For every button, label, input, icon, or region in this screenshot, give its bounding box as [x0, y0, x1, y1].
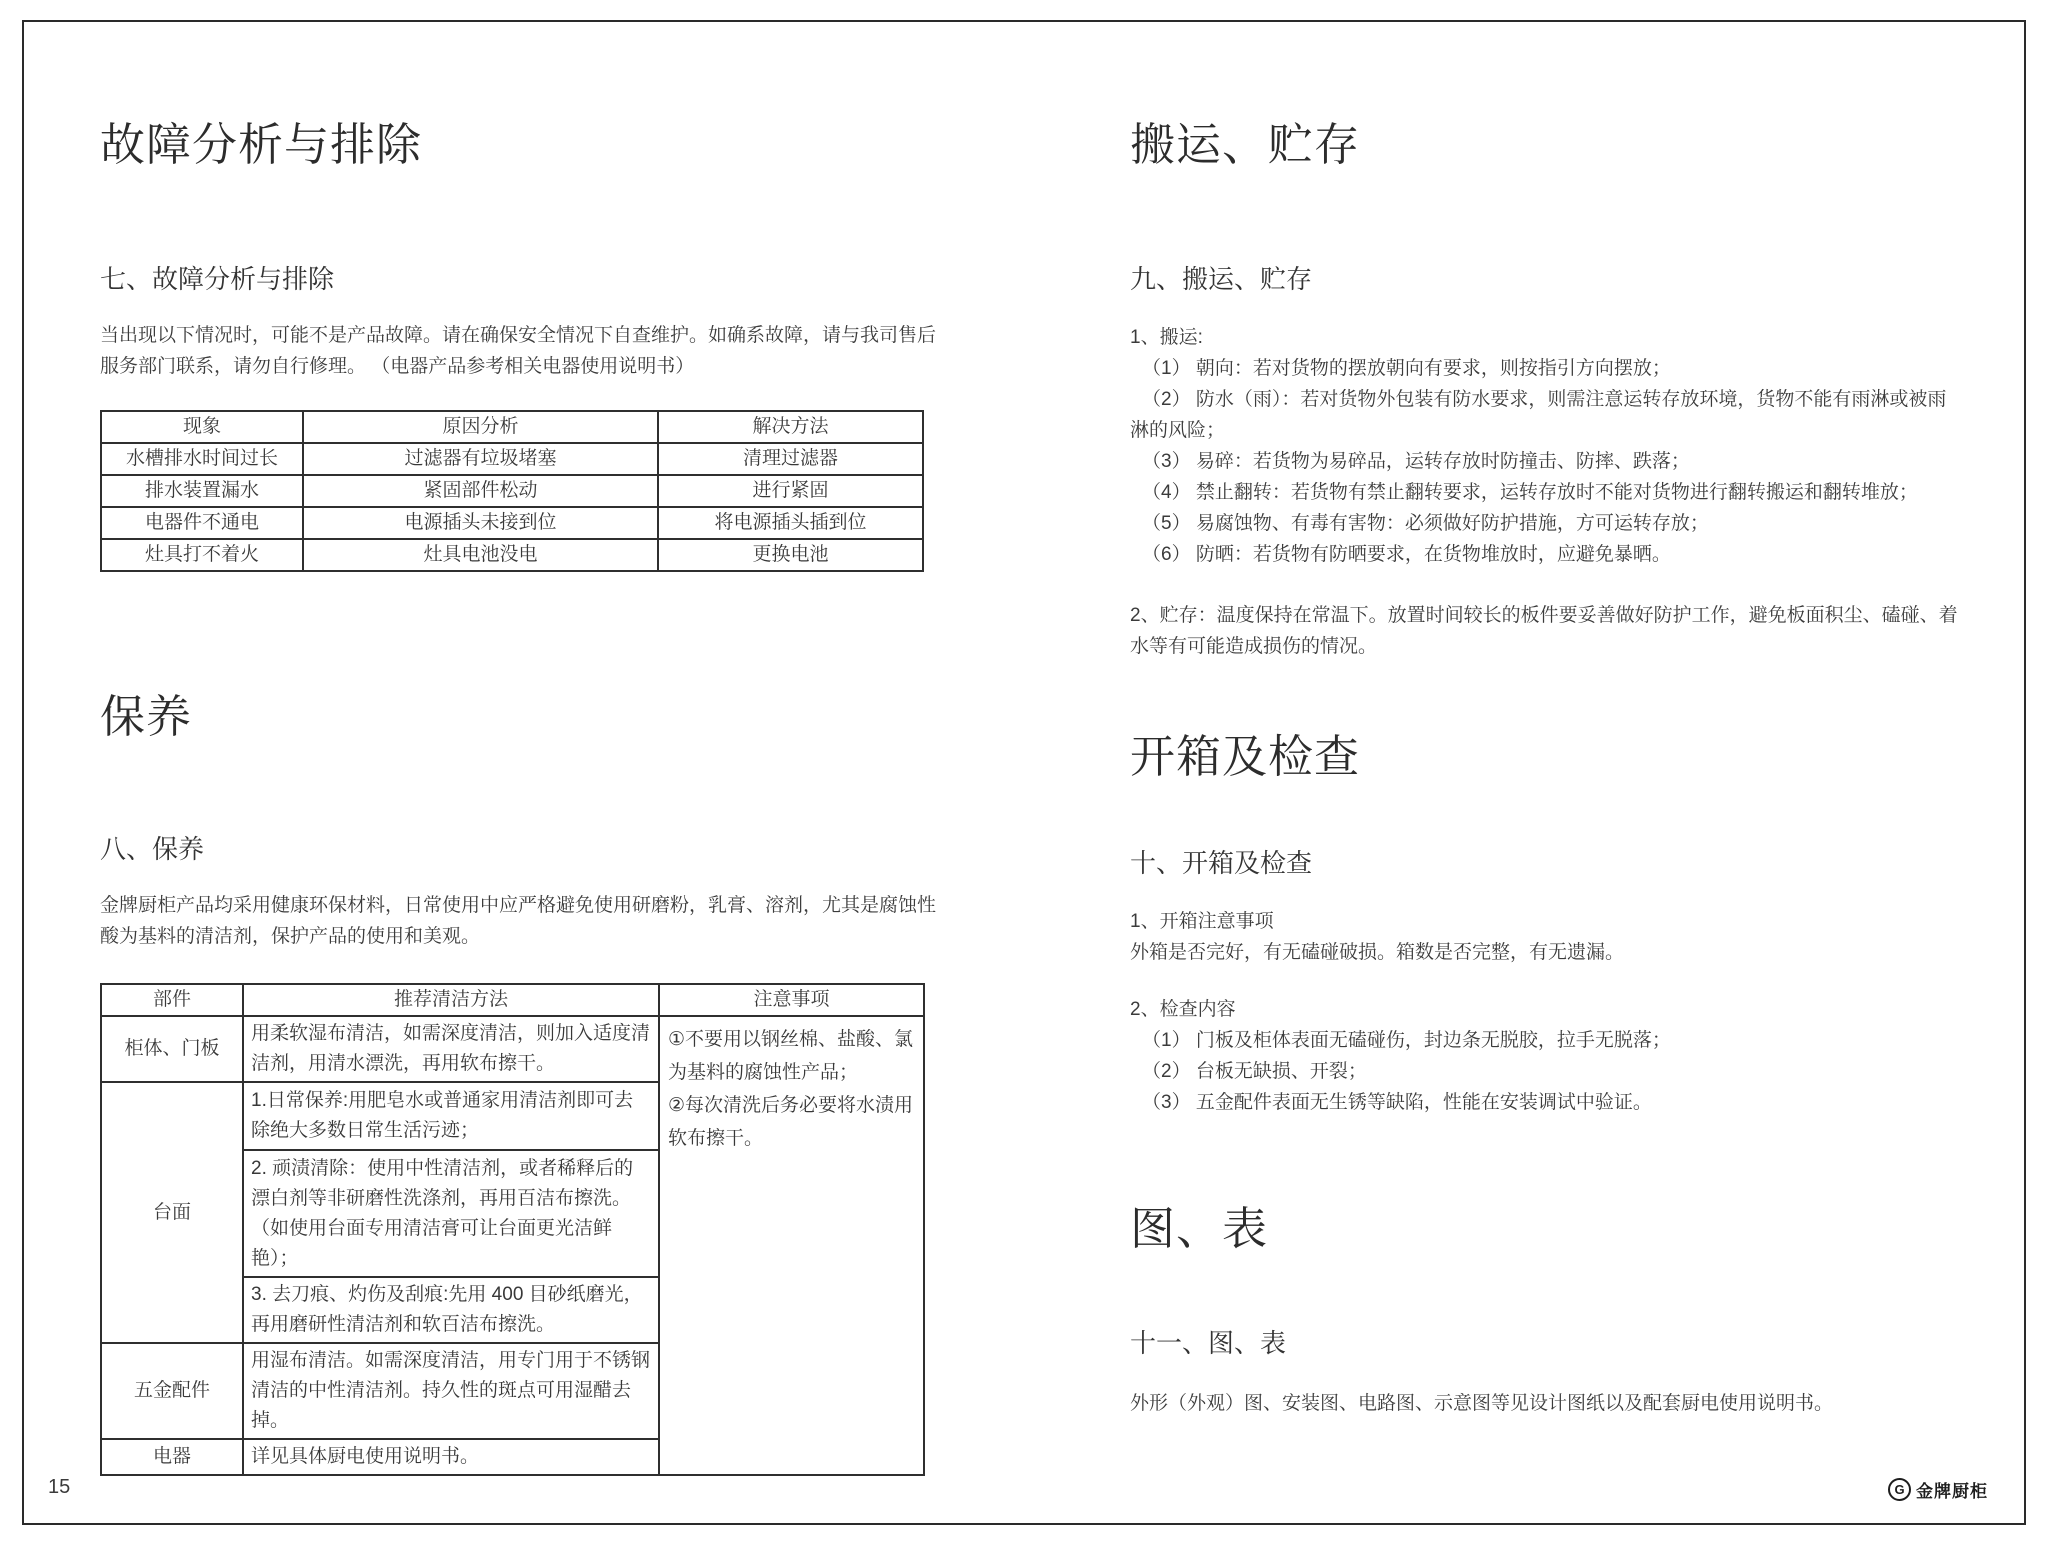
- table-row: [101, 539, 923, 571]
- care-part-hardware: 五金配件: [101, 1343, 243, 1439]
- brand-logo-text: 金牌厨柜: [1916, 1482, 1988, 1501]
- care-method-cabinet: 用柔软湿布清洁，如需深度清洁，则加入适度清洁剂，用清水漂洗，再用软布擦干。: [243, 1016, 659, 1082]
- care-part-countertop: 台面: [101, 1082, 243, 1343]
- unbox-note-block: [1130, 906, 1960, 968]
- unbox-note-text: 外箱是否完好，有无磕碰破损。箱数是否完整，有无遗漏。: [1130, 942, 1625, 963]
- carry-item-2: （2） 防水（雨）：若对货物外包装有防水要求，则需注意运转存放环境，货物不能有雨淋或被雨淋的风险；: [1130, 389, 1947, 441]
- care-col-notes: 注意事项: [659, 984, 924, 1016]
- fault-cell: 灶具打不着火: [101, 539, 303, 571]
- section-heading-fault: 七、故障分析与排除: [100, 264, 335, 294]
- fault-intro-paragraph: 当出现以下情况时，可能不是产品故障。请在确保安全情况下自查维护。如确系故障，请与我司售后服务部门联系，请勿自行修理。 （电器产品参考相关电器使用说明书）: [100, 325, 937, 377]
- section-title-unbox: 开箱及检查: [1130, 731, 1361, 782]
- care-intro-paragraph: 金牌厨柜产品均采用健康环保材料，日常使用中应严格避免使用研磨粉，乳膏、溶剂，尤其是腐蚀性酸为基料的清洁剂，保护产品的使用和美观。: [100, 895, 937, 947]
- brand-g-icon: G: [1888, 1478, 1911, 1501]
- fault-cell: 更换电池: [658, 539, 923, 571]
- care-notes-cell: [659, 1016, 924, 1475]
- section-heading-care: 八、保养: [100, 834, 205, 864]
- table-row: [101, 443, 923, 475]
- carry-item-4: （4） 禁止翻转：若货物有禁止翻转要求，运转存放时不能对货物进行翻转搬运和翻转堆放；: [1142, 482, 1918, 503]
- section-heading-unbox: 十、开箱及检查: [1130, 848, 1313, 878]
- unbox-check-block: [1130, 994, 1960, 1118]
- fault-cell: 排水装置漏水: [101, 475, 303, 507]
- carry-item-1: （1） 朝向：若对货物的摆放朝向有要求，则按指引方向摆放；: [1142, 358, 1671, 379]
- care-table-header-row: [101, 984, 924, 1016]
- care-col-part: 部件: [101, 984, 243, 1016]
- table-row: [101, 1016, 924, 1082]
- care-method-countertop-stain: 2. 顽渍清除：使用中性清洁剂，或者稀释后的漂白剂等非研磨性洗涤剂，再用百洁布擦洗。（如使用台面专用清洁膏可让台面更光洁鲜艳）；: [243, 1150, 659, 1277]
- carry-item-5: （5） 易腐蚀物、有毒有害物：必须做好防护措施，方可运转存放；: [1142, 513, 1709, 534]
- care-note-2: ②每次清洗后务必要将水渍用软布擦干。: [668, 1095, 914, 1149]
- section-title-transport: 搬运、贮存: [1130, 119, 1361, 170]
- check-item-2: （2） 台板无缺损、开裂；: [1142, 1061, 1367, 1082]
- table-row: [101, 507, 923, 539]
- fault-cell: 水槽排水时间过长: [101, 443, 303, 475]
- care-table: [100, 983, 925, 1476]
- carry-label: 1、搬运:: [1130, 327, 1203, 348]
- table-row: [101, 475, 923, 507]
- care-method-countertop-daily: 1.日常保养:用肥皂水或普通家用清洁剂即可去除绝大多数日常生活污迹；: [243, 1082, 659, 1150]
- fault-table: [100, 410, 924, 572]
- care-method-appliance: 详见具体厨电使用说明书。: [243, 1439, 659, 1475]
- fault-col-phenomenon: 现象: [101, 411, 303, 443]
- fault-cell: 电源插头未接到位: [303, 507, 658, 539]
- care-method-hardware: 用湿布清洁。如需深度清洁，用专门用于不锈钢清洁的中性清洁剂。持久性的斑点可用湿醋去掉。: [243, 1343, 659, 1439]
- carry-item-6: （6） 防晒：若货物有防晒要求，在货物堆放时，应避免暴晒。: [1142, 544, 1671, 565]
- care-col-method: 推荐清洁方法: [243, 984, 659, 1016]
- unbox-check-label: 2、检查内容: [1130, 999, 1236, 1020]
- section-title-figures: 图、表: [1130, 1203, 1269, 1254]
- fault-cell: 过滤器有垃圾堵塞: [303, 443, 658, 475]
- fault-cell: 进行紧固: [658, 475, 923, 507]
- care-part-appliance: 电器: [101, 1439, 243, 1475]
- section-title-care: 保养: [100, 691, 193, 742]
- fault-cell: 将电源插头插到位: [658, 507, 923, 539]
- transport-carry-block: [1130, 322, 1960, 570]
- fault-cell: 清理过滤器: [658, 443, 923, 475]
- brand-logo: [1888, 1477, 1988, 1502]
- check-item-3: （3） 五金配件表面无生锈等缺陷，性能在安装调试中验证。: [1142, 1092, 1652, 1113]
- fault-cell: 电器件不通电: [101, 507, 303, 539]
- check-item-1: （1） 门板及柜体表面无磕碰伤，封边条无脱胶，拉手无脱落；: [1142, 1030, 1671, 1051]
- fault-col-cause: 原因分析: [303, 411, 658, 443]
- figures-paragraph: 外形（外观）图、安装图、电路图、示意图等见设计图纸以及配套厨电使用说明书。: [1130, 1393, 1834, 1414]
- fault-col-solution: 解决方法: [658, 411, 923, 443]
- care-method-countertop-scratch: 3. 去刀痕、灼伤及刮痕:先用 400 目砂纸磨光，再用磨研性清洁剂和软百洁布擦洗。: [243, 1277, 659, 1343]
- care-note-1: ①不要用以钢丝棉、盐酸、氯为基料的腐蚀性产品；: [668, 1029, 914, 1083]
- transport-storage-paragraph: 2、贮存：温度保持在常温下。放置时间较长的板件要妥善做好防护工作，避免板面积尘、磕碰、着水等有可能造成损伤的情况。: [1130, 605, 1958, 657]
- section-heading-transport: 九、搬运、贮存: [1130, 264, 1313, 294]
- carry-item-3: （3） 易碎：若货物为易碎品，运转存放时防撞击、防摔、跌落；: [1142, 451, 1690, 472]
- care-part-cabinet: 柜体、门板: [101, 1016, 243, 1082]
- section-title-fault: 故障分析与排除: [100, 119, 423, 170]
- fault-table-header-row: [101, 411, 923, 443]
- section-heading-figures: 十一、图、表: [1130, 1328, 1287, 1358]
- page-number: 15: [48, 1476, 71, 1498]
- unbox-note-label: 1、开箱注意事项: [1130, 911, 1274, 932]
- fault-cell: 紧固部件松动: [303, 475, 658, 507]
- fault-cell: 灶具电池没电: [303, 539, 658, 571]
